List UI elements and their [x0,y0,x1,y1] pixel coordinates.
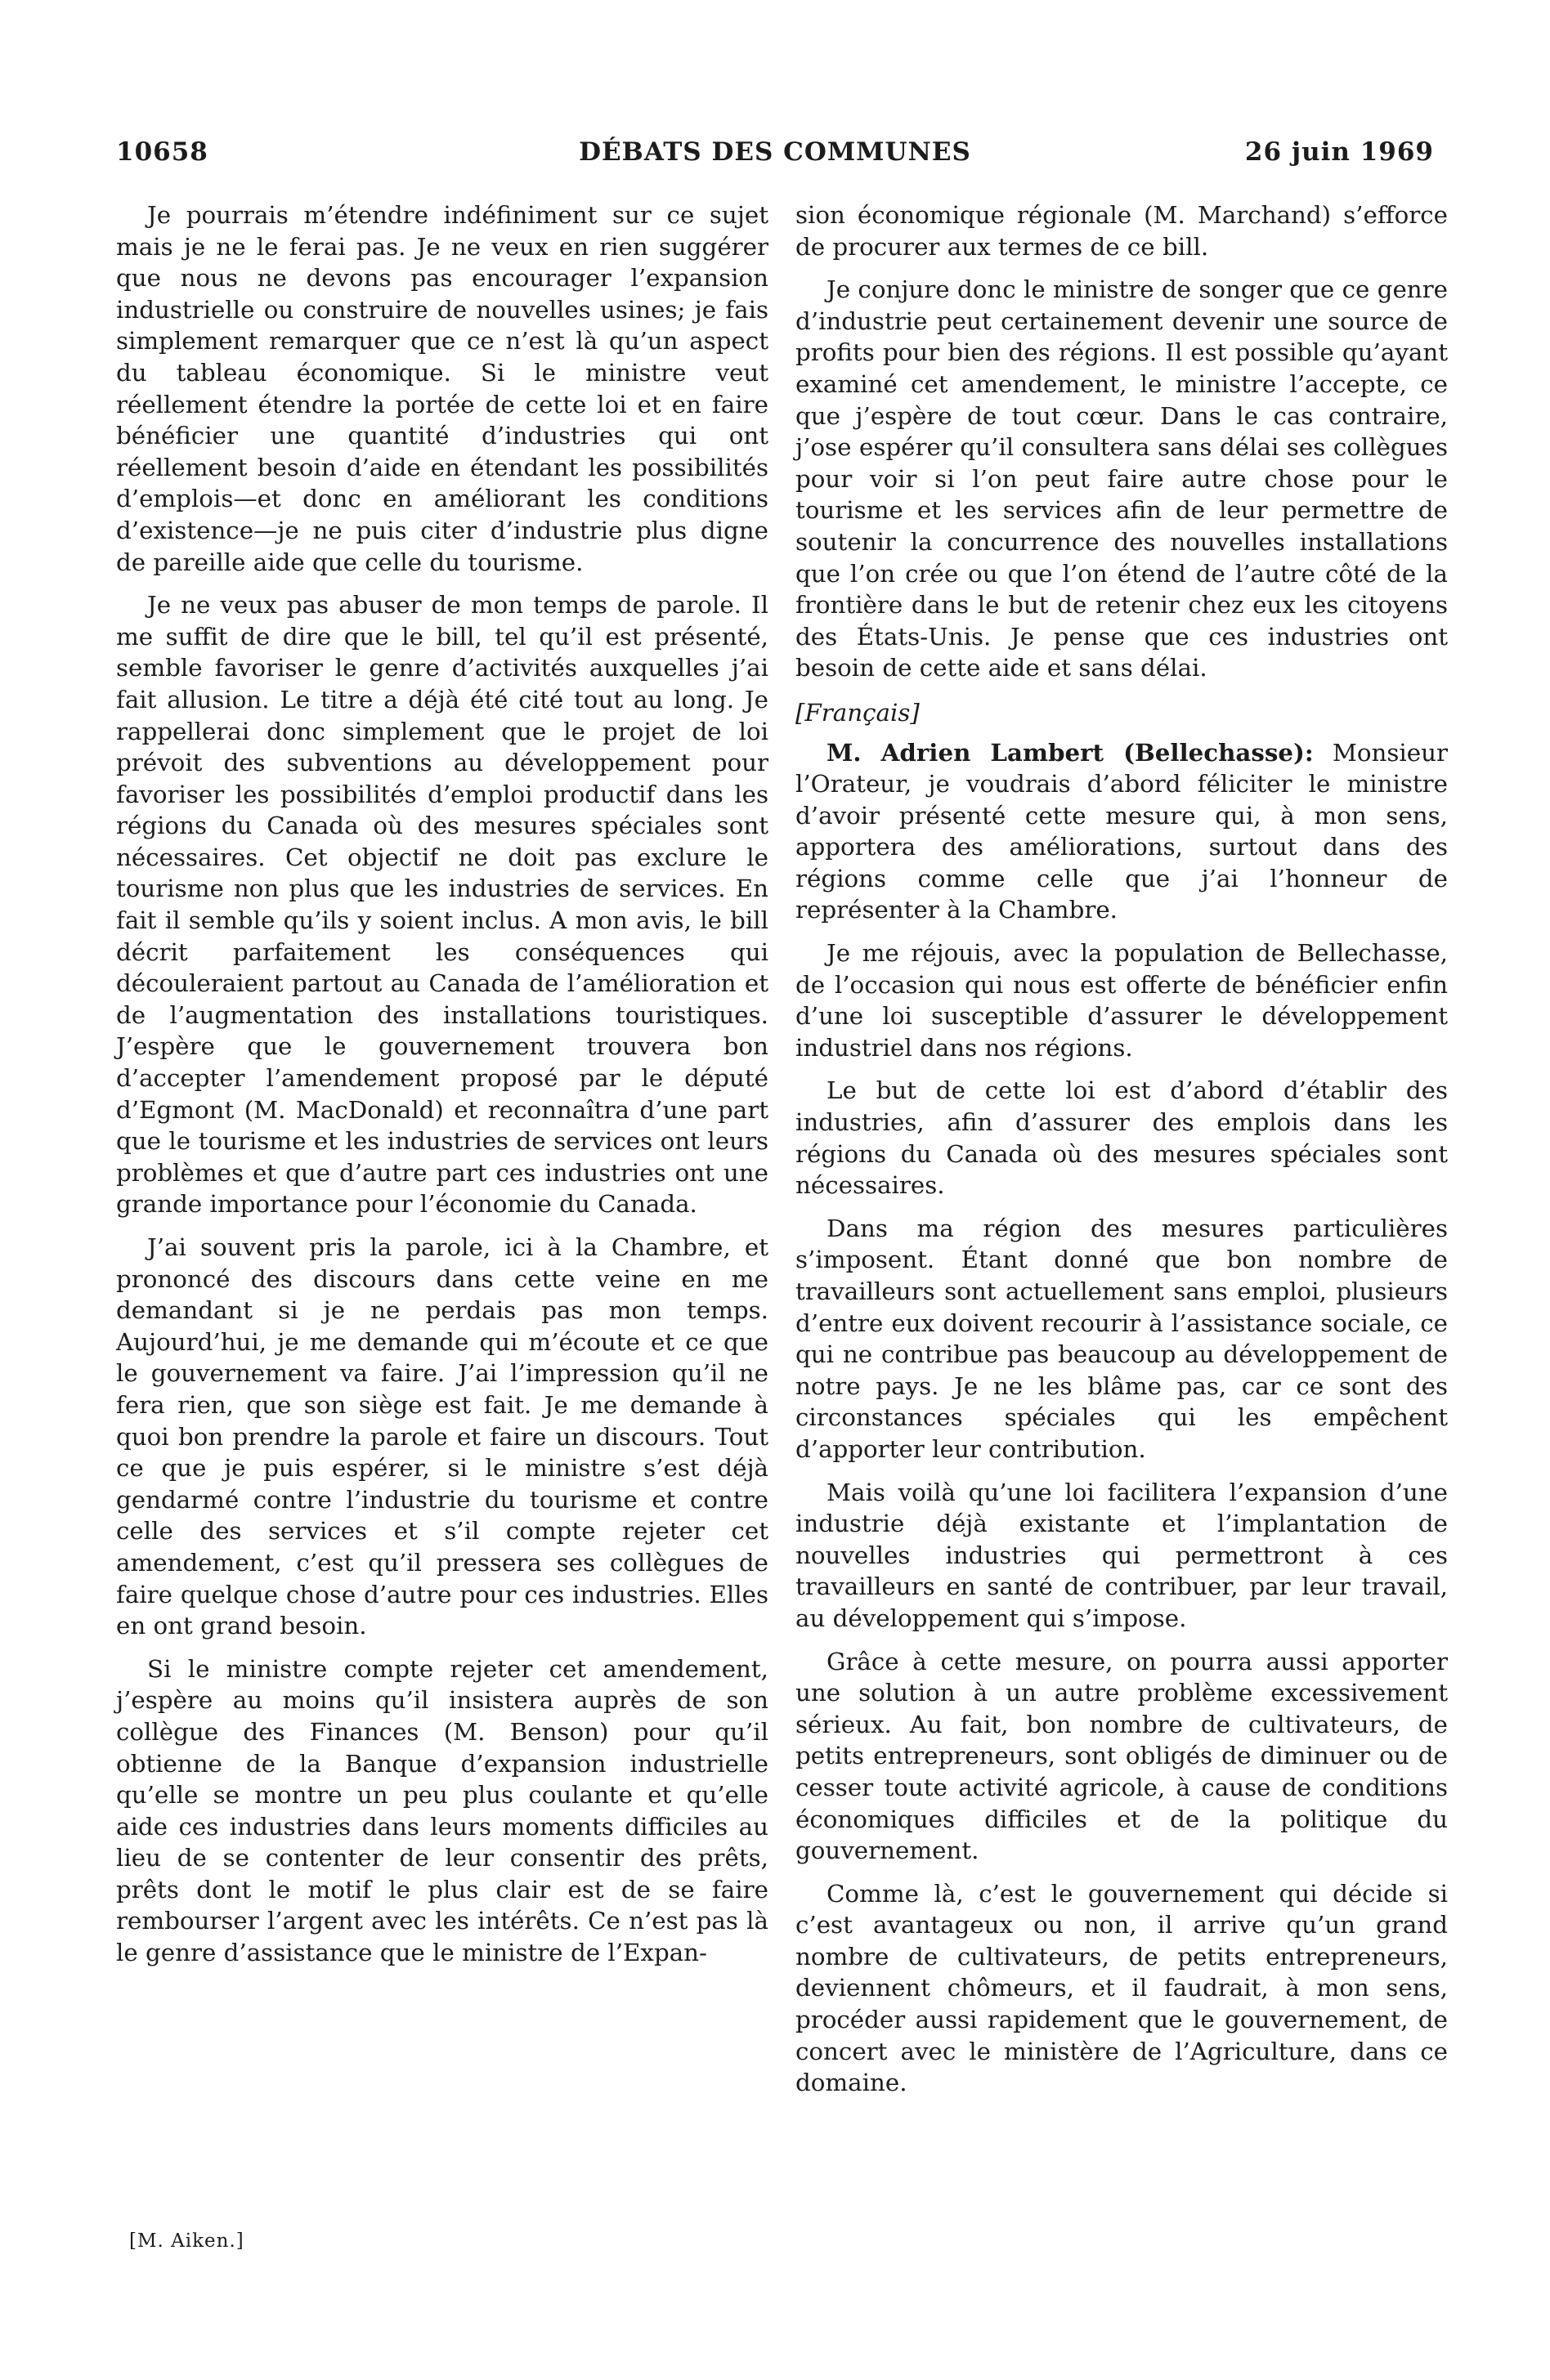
page-number: 10658 [116,137,208,167]
language-marker: [Français] [795,698,920,727]
page-header [116,137,1434,173]
right-column [795,199,1448,2110]
footnote: [M. Aiken.] [129,2230,244,2252]
paragraph: Je conjure donc le ministre de songer que ce genre d’industrie peut certainement devenir une source de profits pour bien des régions. Il est possible qu’ayant examiné cet amendement, le ministre l’accepte, ce que j’espère de tout cœur. Dans le cas contraire, j’ose espérer qu’il consultera sans délai ses collègues pour voir si l’on peut faire autre chose pour le tourisme et les services afin de leur permettre de soutenir la concurrence des nouvelles installations que l’on crée ou que l’on étend de l’autre côté de la frontière dans le but de retenir chez eux les citoyens des États-Unis. Je pense que ces industries ont besoin de cette aide et sans délai. [795,275,1448,682]
paragraph: J’ai souvent pris la parole, ici à la Chambre, et prononcé des discours dans cette veine en me demandant si je ne perdais pas mon temps. Aujourd’hui, je me demande qui m’écoute et ce que le gouvernement va faire. J’ai l’impression qu’il ne fera rien, que son siège est fait. Je me demande à quoi bon prendre la parole et faire un discours. Tout ce que je puis espérer, si le ministre s’est déjà gendarmé contre l’industrie du tourisme et contre celle des services et s’il compte rejeter cet amendement, c’est qu’il pressera ses collègues de faire quelque chose d’autre pour ces industries. Elles en ont grand besoin. [116,1233,768,1640]
left-column [116,199,768,1980]
page-date: 26 juin 1969 [1244,137,1434,167]
speaker-paragraph [795,737,1448,927]
paragraph: Je pourrais m’étendre indéfiniment sur ce sujet mais je ne le ferai pas. Je ne veux en rien suggérer que nous ne devons pas encourager l’expansion industrielle ou construire de nouvelles usines; je fais simplement remarquer que ce n’est là qu’un aspect du tableau économique. Si le ministre veut réellement étendre la portée de cette loi et en faire bénéficier une quantité d’industries qui ont réellement besoin d’aide en étendant les possibilités d’emplois—et donc en améliorant les conditions d’existence—je ne puis citer d’industrie plus digne de pareille aide que celle du tourisme. [116,201,768,576]
running-title: DÉBATS DES COMMUNES [579,137,971,167]
paragraph: Si le ministre compte rejeter cet amendement, j’espère au moins qu’il insistera auprès de son collègue des Finances (M. Benson) pour qu’il obtienne de la Banque d’expansion industrielle qu’elle se montre un peu plus coulante et qu’elle aide ces industries dans leurs moments difficiles au lieu de se contenter de leur consentir des prêts, prêts dont le motif le plus clair est de se faire rembourser l’argent avec les intérêts. Ce n’est pas là le genre d’assistance que le ministre de l’Expan- [116,1654,768,1967]
paragraph: Grâce à cette mesure, on pourra aussi apporter une solution à un autre problème excessivement sérieux. Au fait, bon nombre de cultivateurs, de petits entrepreneurs, sont obligés de diminuer ou de cesser toute activité agricole, à cause de conditions économiques difficiles et de la politique du gouvernement. [795,1647,1448,1865]
speaker-name: M. Adrien Lambert (Bellechasse): [827,737,1314,767]
paragraph: Mais voilà qu’une loi facilitera l’expansion d’une industrie déjà existante et l’implantation de nouvelles industries qui permettront à ces travailleurs en santé de contribuer, par leur travail, au développement qui s’impose. [795,1478,1448,1632]
paragraph: Je ne veux pas abuser de mon temps de parole. Il me suffit de dire que le bill, tel qu’il est présenté, semble favoriser le genre d’activités auxquelles j’ai fait allusion. Le titre a déjà été cité tout au long. Je rappellerai donc simplement que le projet de loi prévoit des subventions au développement pour favoriser les possibilités d’emploi productif dans les régions du Canada où des mesures spéciales sont nécessaires. Cet objectif ne doit pas exclure le tourisme non plus que les industries de services. En fait il semble qu’ils y soient inclus. A mon avis, le bill décrit parfaitement les conséquences qui découleraient partout au Canada de l’amélioration et de l’augmentation des installations touristiques. J’espère que le gouvernement trouvera bon d’accepter l’amendement proposé par le député d’Egmont (M. MacDonald) et reconnaîtra d’une part que le tourisme et les industries de services ont leurs problèmes et que d’autre part ces industries ont une grande importance pour l’économie du Canada. [116,591,768,1219]
paragraph: Je me réjouis, avec la population de Bellechasse, de l’occasion qui nous est offerte de bénéficier enfin d’une loi susceptible d’assurer le développement industriel dans nos régions. [795,939,1448,1062]
paragraph: Dans ma région des mesures particulières s’imposent. Étant donné que bon nombre de travailleurs sont actuellement sans emploi, plusieurs d’entre eux doivent recourir à l’assistance sociale, ce qui ne contribue pas beaucoup au développement de notre pays. Je ne les blâme pas, car ce sont des circonstances spéciales qui les empêchent d’apporter leur contribution. [795,1214,1448,1463]
speech-text: Monsieur l’Orateur, je voudrais d’abord féliciter le ministre d’avoir présenté cette mesure qui, à mon sens, apportera des améliorations, surtout dans des régions comme celle que j’ai l’honneur de représenter à la Chambre. [795,738,1448,924]
paragraph: Comme là, c’est le gouvernement qui décide si c’est avantageux ou non, il arrive qu’un grand nombre de cultivateurs, de petits entrepreneurs, deviennent chômeurs, et il faudrait, à mon sens, procéder aussi rapidement que le gouvernement, de concert avec le ministère de l’Agriculture, dans ce domaine. [795,1879,1448,2097]
paragraph: Le but de cette loi est d’abord d’établir des industries, afin d’assurer des emplois dans les régions du Canada où des mesures spéciales sont nécessaires. [795,1076,1448,1200]
paragraph-continuation: sion économique régionale (M. Marchand) s’efforce de procurer aux termes de ce bill. [795,201,1448,261]
